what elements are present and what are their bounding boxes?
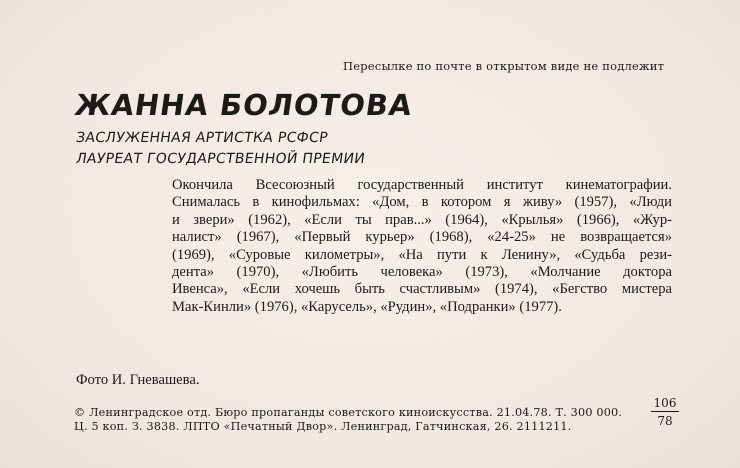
honorary-title: ЗАСЛУЖЕННАЯ АРТИСТКА РСФСР	[74, 130, 329, 146]
catalog-denominator: 78	[657, 414, 673, 428]
actress-name: ЖАННА БОЛОТОВА	[72, 88, 415, 122]
biography-line: налист» (1967), «Первый курьер» (1968), «24-25» не возвращается»	[172, 229, 672, 246]
biography-line: Мак-Кинли» (1976), «Карусель», «Рудин», «Подранки» (1977).	[172, 298, 562, 315]
catalog-numerator: 106	[653, 396, 677, 410]
postal-notice: Пересылке по почте в открытом виде не подлежит	[343, 59, 665, 73]
fraction-bar	[651, 411, 679, 412]
biography-line: дента» (1970), «Любить человека» (1973), «Молчание доктора	[172, 263, 672, 280]
biography-line: и звери» (1962), «Если ты прав...» (1964), «Крылья» (1966), «Жур-	[172, 211, 672, 228]
imprint-line: © Ленинградское отд. Бюро пропаганды советского киноискусства. 21.04.78. Т. 300 000.	[74, 406, 623, 419]
photo-credit: Фото И. Гневашева.	[76, 372, 200, 388]
biography	[172, 177, 672, 316]
award-title: ЛАУРЕАТ ГОСУДАРСТВЕННОЙ ПРЕМИИ	[74, 151, 367, 167]
catalog-number	[651, 396, 679, 428]
biography-line: Ивенса», «Если хочешь быть счастливым» (1974), «Бегство мистера	[172, 281, 672, 298]
biography-line: Окончила Всесоюзный государственный институт кинематографии.	[172, 177, 672, 193]
imprint-line: Ц. 5 коп. З. 3838. ЛПТО «Печатный Двор». Ленинград, Гатчинская, 26. 2111211.	[74, 420, 572, 433]
biography-line: (1969), «Суровые километры», «На пути к Ленину», «Судьба рези-	[172, 246, 672, 263]
biography-line: Снималась в кинофильмах: «Дом, в котором я живу» (1957), «Люди	[172, 194, 672, 211]
